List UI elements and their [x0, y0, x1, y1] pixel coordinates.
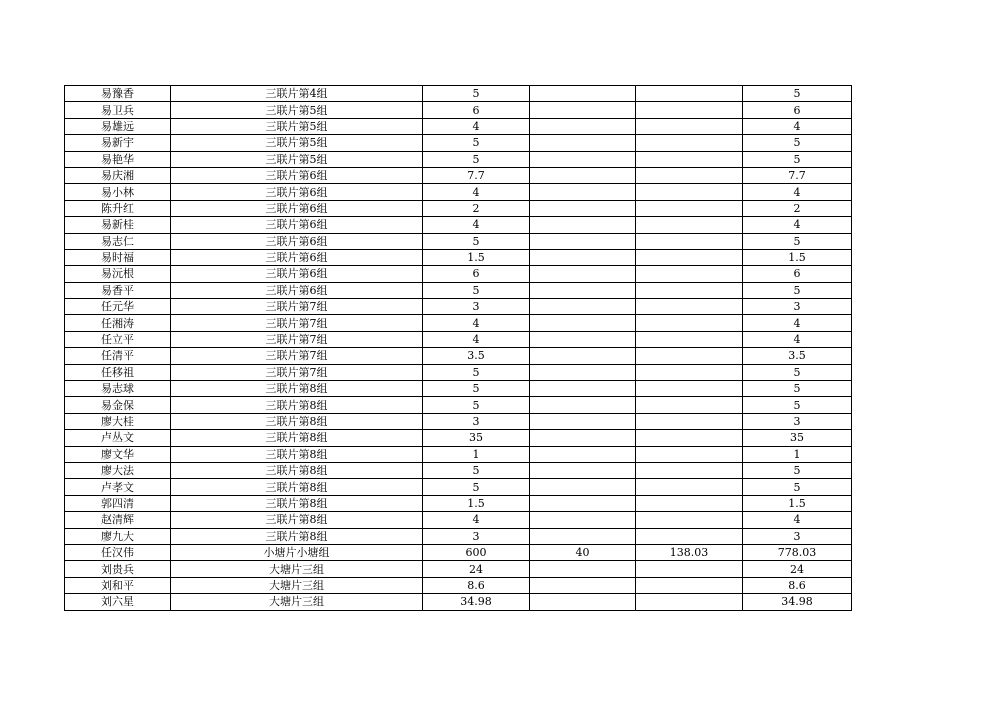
value-a-cell: 3: [423, 299, 530, 315]
value-c-cell: [636, 217, 743, 233]
table-row: [65, 315, 852, 331]
value-a-cell: 7.7: [423, 167, 530, 183]
value-b-cell: 40: [530, 544, 636, 560]
group-cell: 三联片第6组: [171, 217, 423, 233]
total-cell: 5: [743, 233, 852, 249]
value-a-cell: 5: [423, 397, 530, 413]
total-cell: 5: [743, 86, 852, 102]
value-c-cell: [636, 135, 743, 151]
group-cell: 三联片第6组: [171, 233, 423, 249]
name-cell: 易新宇: [65, 135, 171, 151]
name-cell: 郭四清: [65, 495, 171, 511]
table-row: [65, 233, 852, 249]
group-cell: 三联片第6组: [171, 266, 423, 282]
value-b-cell: [530, 594, 636, 610]
value-b-cell: [530, 381, 636, 397]
group-cell: 三联片第8组: [171, 381, 423, 397]
value-b-cell: [530, 167, 636, 183]
group-cell: 三联片第8组: [171, 462, 423, 478]
value-c-cell: [636, 233, 743, 249]
value-b-cell: [530, 315, 636, 331]
total-cell: 1: [743, 446, 852, 462]
value-a-cell: 4: [423, 217, 530, 233]
total-cell: 3.5: [743, 348, 852, 364]
total-cell: 3: [743, 299, 852, 315]
name-cell: 易庆湘: [65, 167, 171, 183]
value-a-cell: 3.5: [423, 348, 530, 364]
name-cell: 易沅根: [65, 266, 171, 282]
table-row: [65, 577, 852, 593]
table-body: [65, 86, 852, 611]
value-a-cell: 3: [423, 413, 530, 429]
table-row: [65, 331, 852, 347]
group-cell: 三联片第6组: [171, 200, 423, 216]
value-c-cell: [636, 364, 743, 380]
table-row: [65, 479, 852, 495]
table-row: [65, 413, 852, 429]
group-cell: 三联片第8组: [171, 512, 423, 528]
value-b-cell: [530, 282, 636, 298]
table-row: [65, 495, 852, 511]
group-cell: 三联片第4组: [171, 86, 423, 102]
name-cell: 任立平: [65, 331, 171, 347]
table-row: [65, 217, 852, 233]
table-row: [65, 282, 852, 298]
name-cell: 易新桂: [65, 217, 171, 233]
table-row: [65, 512, 852, 528]
name-cell: 易志仁: [65, 233, 171, 249]
name-cell: 任元华: [65, 299, 171, 315]
data-table: [64, 85, 852, 611]
group-cell: 大塘片三组: [171, 561, 423, 577]
table-row: [65, 462, 852, 478]
group-cell: 三联片第8组: [171, 495, 423, 511]
value-b-cell: [530, 446, 636, 462]
value-b-cell: [530, 151, 636, 167]
group-cell: 三联片第7组: [171, 348, 423, 364]
table-row: [65, 249, 852, 265]
group-cell: 三联片第6组: [171, 282, 423, 298]
value-c-cell: [636, 561, 743, 577]
value-a-cell: 4: [423, 331, 530, 347]
value-c-cell: [636, 266, 743, 282]
value-b-cell: [530, 249, 636, 265]
value-c-cell: [636, 118, 743, 134]
table-row: [65, 118, 852, 134]
total-cell: 778.03: [743, 544, 852, 560]
table-row: [65, 266, 852, 282]
name-cell: 易志球: [65, 381, 171, 397]
total-cell: 5: [743, 364, 852, 380]
name-cell: 易卫兵: [65, 102, 171, 118]
value-a-cell: 8.6: [423, 577, 530, 593]
total-cell: 5: [743, 381, 852, 397]
value-c-cell: [636, 512, 743, 528]
value-c-cell: [636, 200, 743, 216]
group-cell: 小塘片小塘组: [171, 544, 423, 560]
name-cell: 易艳华: [65, 151, 171, 167]
value-c-cell: [636, 495, 743, 511]
name-cell: 易金保: [65, 397, 171, 413]
total-cell: 4: [743, 315, 852, 331]
total-cell: 35: [743, 430, 852, 446]
value-c-cell: 138.03: [636, 544, 743, 560]
group-cell: 三联片第5组: [171, 135, 423, 151]
value-b-cell: [530, 348, 636, 364]
value-a-cell: 1.5: [423, 495, 530, 511]
name-cell: 赵清辉: [65, 512, 171, 528]
value-c-cell: [636, 397, 743, 413]
value-a-cell: 5: [423, 479, 530, 495]
value-a-cell: 5: [423, 381, 530, 397]
value-c-cell: [636, 299, 743, 315]
value-b-cell: [530, 266, 636, 282]
value-b-cell: [530, 364, 636, 380]
table-row: [65, 102, 852, 118]
group-cell: 三联片第7组: [171, 299, 423, 315]
total-cell: 6: [743, 266, 852, 282]
value-a-cell: 35: [423, 430, 530, 446]
total-cell: 5: [743, 397, 852, 413]
group-cell: 三联片第8组: [171, 413, 423, 429]
value-a-cell: 4: [423, 512, 530, 528]
group-cell: 三联片第6组: [171, 184, 423, 200]
value-c-cell: [636, 594, 743, 610]
table-row: [65, 430, 852, 446]
total-cell: 4: [743, 512, 852, 528]
value-a-cell: 5: [423, 233, 530, 249]
group-cell: 三联片第5组: [171, 102, 423, 118]
value-b-cell: [530, 184, 636, 200]
name-cell: 廖文华: [65, 446, 171, 462]
total-cell: 4: [743, 118, 852, 134]
name-cell: 陈升红: [65, 200, 171, 216]
table-row: [65, 364, 852, 380]
value-a-cell: 5: [423, 135, 530, 151]
group-cell: 三联片第8组: [171, 479, 423, 495]
value-a-cell: 5: [423, 462, 530, 478]
name-cell: 廖大桂: [65, 413, 171, 429]
value-c-cell: [636, 462, 743, 478]
table-row: [65, 299, 852, 315]
name-cell: 任移祖: [65, 364, 171, 380]
value-a-cell: 4: [423, 118, 530, 134]
value-c-cell: [636, 577, 743, 593]
value-a-cell: 6: [423, 266, 530, 282]
value-c-cell: [636, 167, 743, 183]
value-c-cell: [636, 151, 743, 167]
group-cell: 三联片第6组: [171, 167, 423, 183]
total-cell: 24: [743, 561, 852, 577]
group-cell: 三联片第8组: [171, 397, 423, 413]
group-cell: 三联片第5组: [171, 118, 423, 134]
value-c-cell: [636, 282, 743, 298]
total-cell: 5: [743, 151, 852, 167]
value-b-cell: [530, 430, 636, 446]
value-b-cell: [530, 102, 636, 118]
value-c-cell: [636, 348, 743, 364]
table-row: [65, 446, 852, 462]
name-cell: 刘贵兵: [65, 561, 171, 577]
value-a-cell: 5: [423, 282, 530, 298]
value-a-cell: 4: [423, 315, 530, 331]
value-a-cell: 5: [423, 86, 530, 102]
total-cell: 5: [743, 135, 852, 151]
value-a-cell: 34.98: [423, 594, 530, 610]
value-b-cell: [530, 217, 636, 233]
value-b-cell: [530, 413, 636, 429]
value-c-cell: [636, 86, 743, 102]
name-cell: 廖大法: [65, 462, 171, 478]
name-cell: 易豫香: [65, 86, 171, 102]
name-cell: 任清平: [65, 348, 171, 364]
group-cell: 三联片第7组: [171, 315, 423, 331]
group-cell: 三联片第8组: [171, 446, 423, 462]
value-b-cell: [530, 200, 636, 216]
value-b-cell: [530, 528, 636, 544]
total-cell: 5: [743, 479, 852, 495]
total-cell: 2: [743, 200, 852, 216]
value-b-cell: [530, 135, 636, 151]
name-cell: 刘和平: [65, 577, 171, 593]
value-c-cell: [636, 315, 743, 331]
total-cell: 7.7: [743, 167, 852, 183]
name-cell: 卢孝文: [65, 479, 171, 495]
name-cell: 任汉伟: [65, 544, 171, 560]
total-cell: 3: [743, 413, 852, 429]
total-cell: 4: [743, 217, 852, 233]
value-b-cell: [530, 577, 636, 593]
value-a-cell: 3: [423, 528, 530, 544]
value-c-cell: [636, 430, 743, 446]
name-cell: 易雄远: [65, 118, 171, 134]
table-row: [65, 528, 852, 544]
table-row: [65, 561, 852, 577]
value-c-cell: [636, 184, 743, 200]
name-cell: 刘六星: [65, 594, 171, 610]
value-b-cell: [530, 479, 636, 495]
value-c-cell: [636, 446, 743, 462]
table-row: [65, 86, 852, 102]
value-b-cell: [530, 233, 636, 249]
group-cell: 三联片第6组: [171, 249, 423, 265]
name-cell: 易香平: [65, 282, 171, 298]
table-row: [65, 151, 852, 167]
table-row: [65, 200, 852, 216]
group-cell: 大塘片三组: [171, 594, 423, 610]
total-cell: 1.5: [743, 249, 852, 265]
value-c-cell: [636, 249, 743, 265]
total-cell: 4: [743, 184, 852, 200]
value-c-cell: [636, 479, 743, 495]
name-cell: 廖九大: [65, 528, 171, 544]
value-a-cell: 5: [423, 364, 530, 380]
value-b-cell: [530, 397, 636, 413]
table-row: [65, 348, 852, 364]
table-row: [65, 167, 852, 183]
value-b-cell: [530, 86, 636, 102]
value-a-cell: 600: [423, 544, 530, 560]
value-b-cell: [530, 495, 636, 511]
table-row: [65, 544, 852, 560]
value-c-cell: [636, 102, 743, 118]
name-cell: 易小林: [65, 184, 171, 200]
value-b-cell: [530, 561, 636, 577]
group-cell: 大塘片三组: [171, 577, 423, 593]
table-row: [65, 184, 852, 200]
value-a-cell: 24: [423, 561, 530, 577]
total-cell: 1.5: [743, 495, 852, 511]
total-cell: 3: [743, 528, 852, 544]
total-cell: 8.6: [743, 577, 852, 593]
value-b-cell: [530, 299, 636, 315]
value-c-cell: [636, 413, 743, 429]
group-cell: 三联片第8组: [171, 430, 423, 446]
name-cell: 卢丛文: [65, 430, 171, 446]
value-a-cell: 4: [423, 184, 530, 200]
table-row: [65, 594, 852, 610]
name-cell: 易时福: [65, 249, 171, 265]
group-cell: 三联片第8组: [171, 528, 423, 544]
value-b-cell: [530, 512, 636, 528]
table-row: [65, 381, 852, 397]
group-cell: 三联片第5组: [171, 151, 423, 167]
value-a-cell: 2: [423, 200, 530, 216]
value-a-cell: 1: [423, 446, 530, 462]
table-row: [65, 397, 852, 413]
total-cell: 6: [743, 102, 852, 118]
value-b-cell: [530, 118, 636, 134]
value-c-cell: [636, 331, 743, 347]
value-b-cell: [530, 331, 636, 347]
total-cell: 34.98: [743, 594, 852, 610]
value-c-cell: [636, 381, 743, 397]
total-cell: 5: [743, 462, 852, 478]
name-cell: 任湘涛: [65, 315, 171, 331]
value-a-cell: 5: [423, 151, 530, 167]
value-b-cell: [530, 462, 636, 478]
value-c-cell: [636, 528, 743, 544]
value-a-cell: 1.5: [423, 249, 530, 265]
total-cell: 4: [743, 331, 852, 347]
group-cell: 三联片第7组: [171, 364, 423, 380]
value-a-cell: 6: [423, 102, 530, 118]
table-row: [65, 135, 852, 151]
total-cell: 5: [743, 282, 852, 298]
group-cell: 三联片第7组: [171, 331, 423, 347]
